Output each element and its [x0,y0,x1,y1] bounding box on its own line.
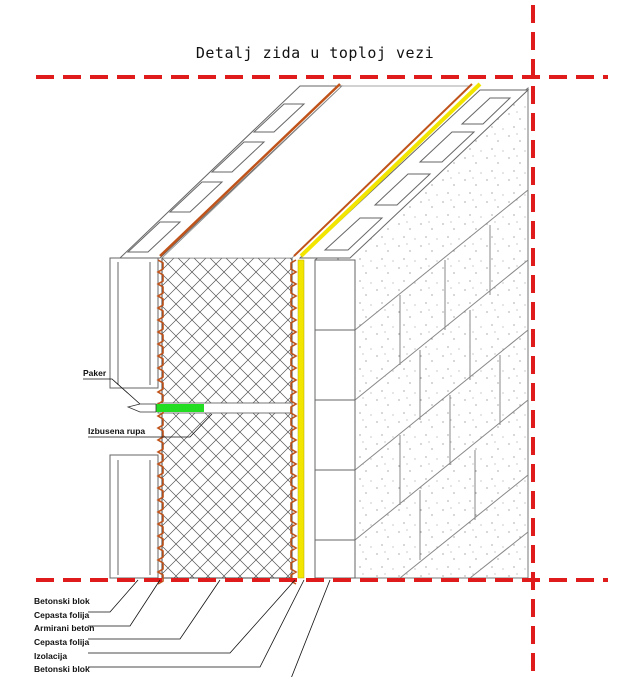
packer-nozzle [128,404,156,412]
drilled-hole-label: Izbusena rupa [88,426,146,436]
packer-green-bar [156,404,204,412]
legend-item: Cepasta folija [34,637,90,647]
legend-item: Betonski blok [34,596,90,606]
legend-item: Izolacija [34,651,68,661]
legend-item: Armirani beton [34,623,95,633]
legend-item: Cepasta folija [34,610,90,620]
reinforced-concrete-core [162,258,292,578]
diagram-title: Detalj zida u toploj vezi [195,44,435,62]
packer-label: Paker [83,368,107,378]
insulation-strip [298,260,304,578]
legend [34,596,94,674]
legend-item: Betonski blok [34,664,90,674]
